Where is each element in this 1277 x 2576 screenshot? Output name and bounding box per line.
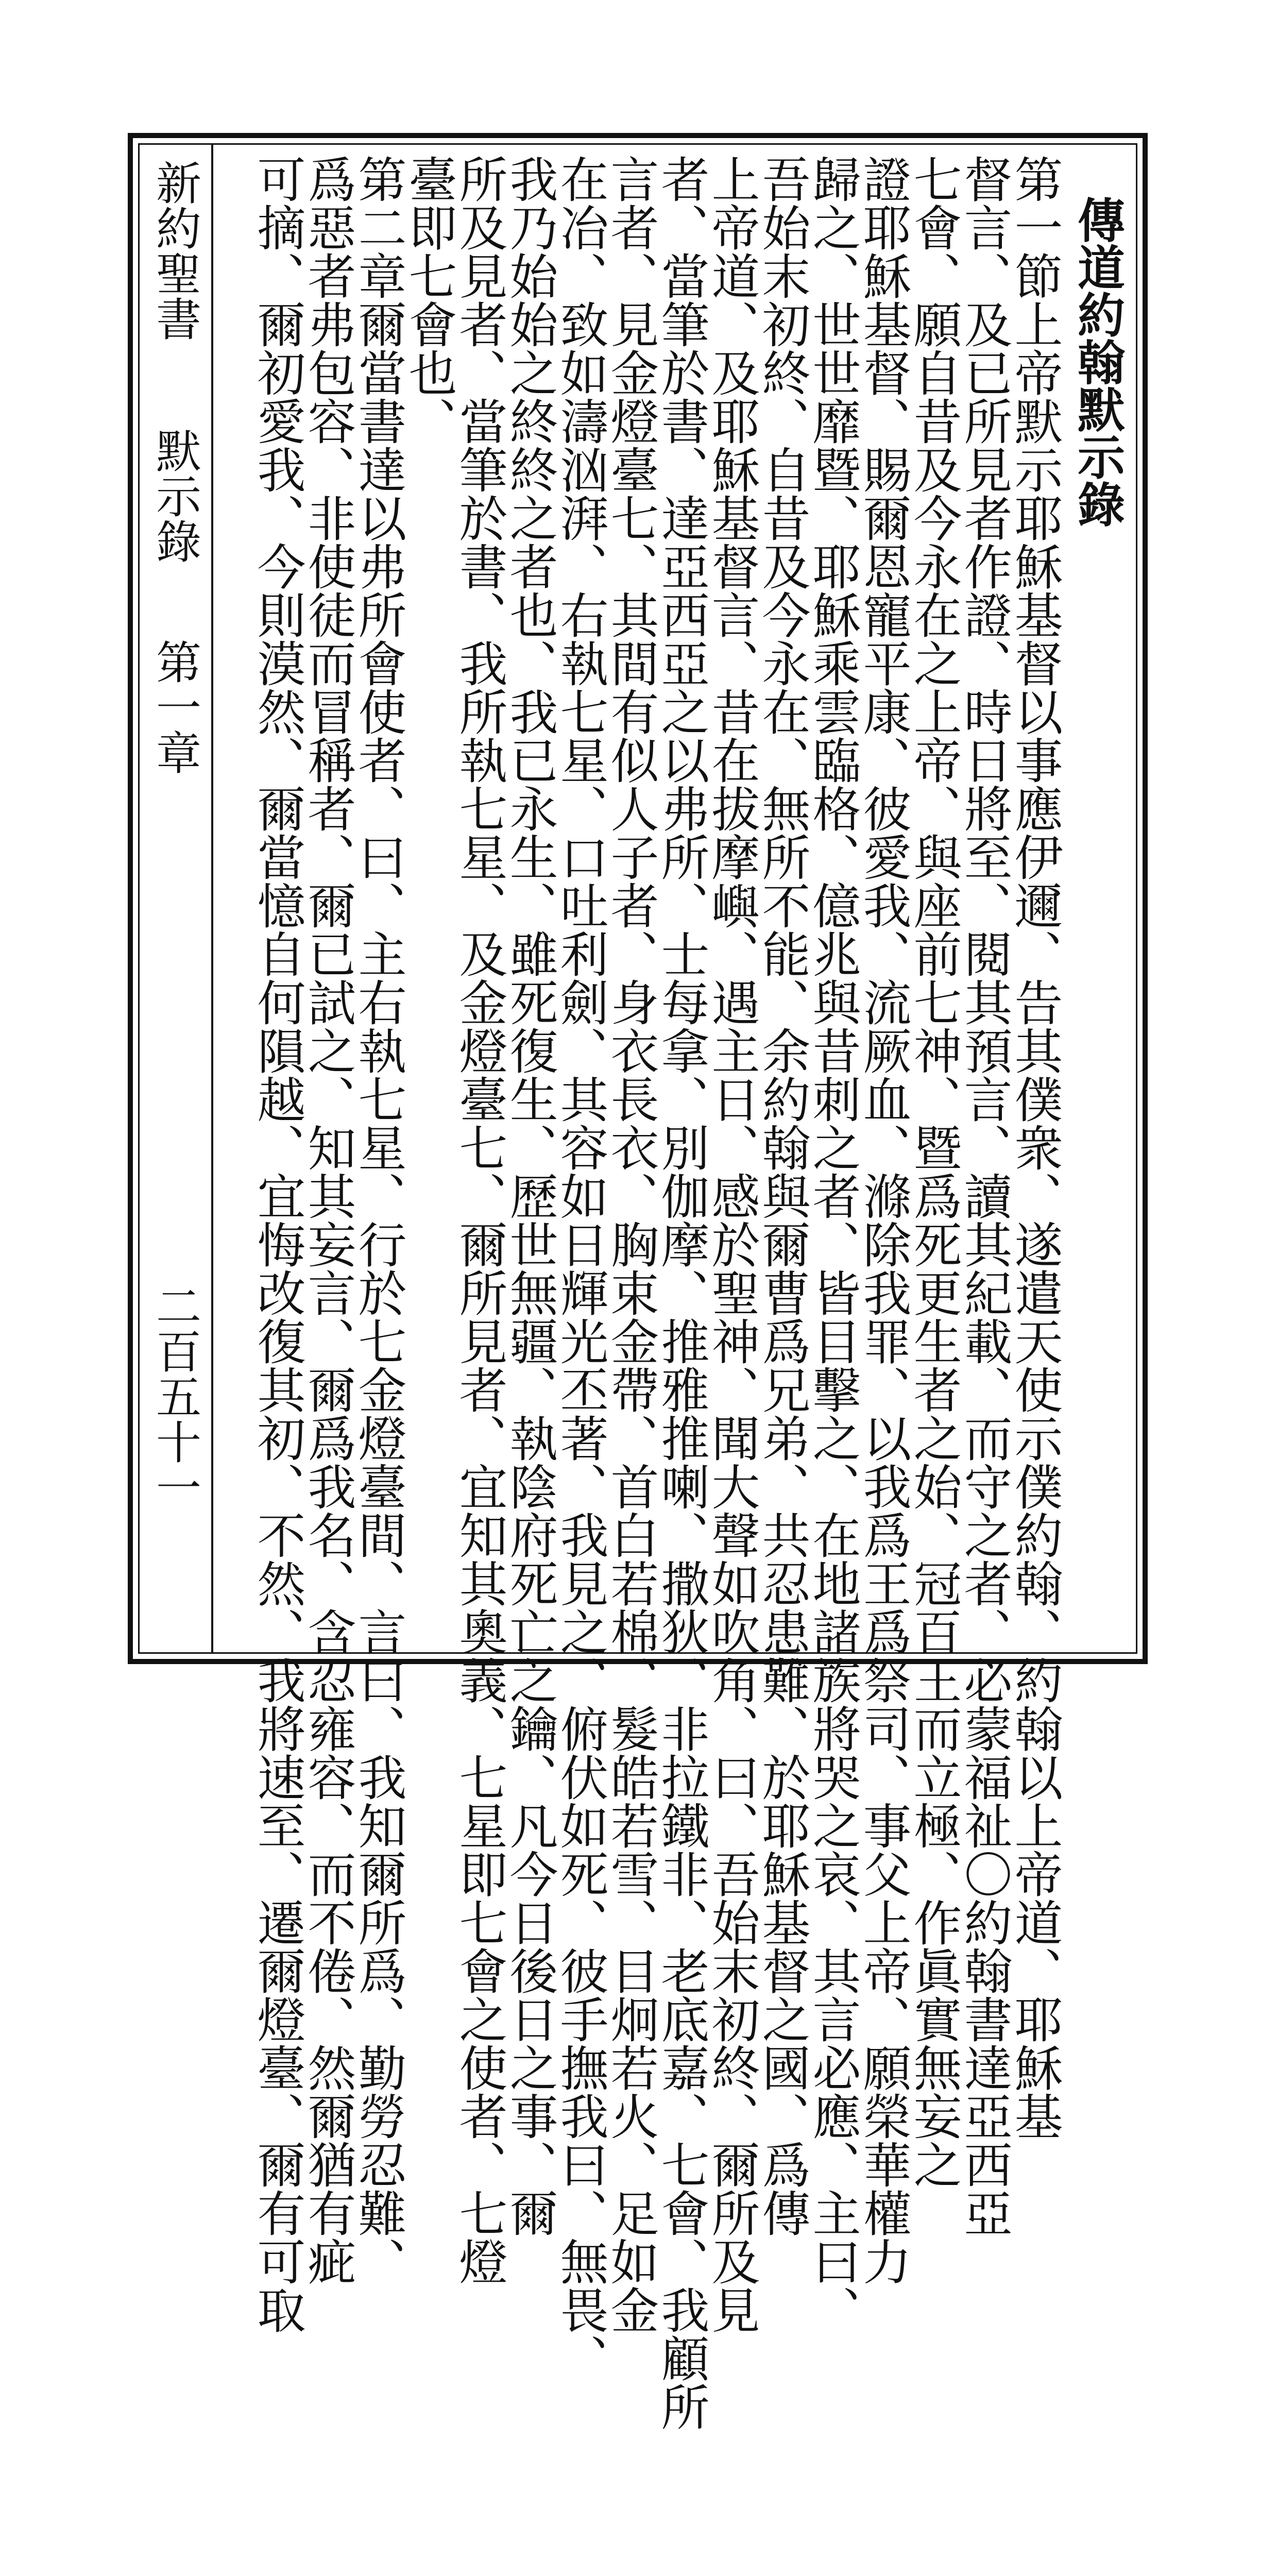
text-column-12: 所及見者、當筆於書、我所執七星、及金燈臺七、爾所見者、宜知其奧義、七星即七會之使者、七燈 xyxy=(451,155,507,2285)
text-column-2: 督言、及已所見者作證、時日將至、閱其預言、讀其紀載、而守之者、必蒙福祉〇約翰書達亞西亞 xyxy=(956,155,1012,2237)
text-column-6: 吾始末初終、自昔及今永在、無所不能、余約翰與爾曹爲兄弟、共忍患難、於耶穌基督之國、爲傳 xyxy=(754,155,810,2237)
text-column-1: 第一節上帝默示耶穌基督以事應伊邇、告其僕衆、遂遣天使示僕約翰、約翰以上帝道、耶穌基 xyxy=(1006,155,1062,2140)
text-column-9: 言者、見金燈臺七、其間有似人子者、身衣長衣、胸束金帶、首白若棉、髮皓若雪、目炯若火、足如金 xyxy=(602,155,658,2334)
margin-volume-title: 新約聖書 xyxy=(149,160,202,341)
book-title: 傳道約翰默示錄 xyxy=(1070,196,1126,528)
text-column-7: 上帝道、及耶穌基督言、昔在拔摩嶼、遇主日、感於聖神、聞大聲如吹角、曰、吾始末初終、爾所及見 xyxy=(703,155,759,2334)
text-column-10: 在冶、致如濤汹湃、右執七星、口吐利劍、其容如日輝光丕著、我見之、俯伏如死、彼手撫我曰、無畏、 xyxy=(552,155,608,2382)
text-column-5: 歸之、世世靡暨、耶穌乘雲臨格、億兆與昔刺之者、皆目擊之、在地諸族將哭之哀、其言必應、主曰、 xyxy=(804,155,860,2334)
text-column-3: 七會、願自昔及今永在之上帝、與座前七神、暨爲死更生者之始、冠百王而立極、作眞實無妄之 xyxy=(905,155,961,2189)
margin-rule xyxy=(211,145,213,1652)
text-column-13: 臺即七會也、 xyxy=(400,155,456,445)
text-column-11: 我乃始始之終終之者也、我已永生、雖死復生、歷世無疆、執陰府死亡之鑰、凡今日後日之事、爾 xyxy=(501,155,557,2237)
page-number: 二百五十一 xyxy=(149,1283,202,1510)
text-column-4: 證耶穌基督、賜爾恩寵平康、彼愛我、流厥血、滌除我罪、以我爲王爲祭司、事父上帝、願榮華權力 xyxy=(855,155,911,2285)
text-column-16: 可摘、爾初愛我、今則漠然、爾當憶自何隕越、宜悔改復其初、不然、我將速至、遷爾燈臺、爾有可取 xyxy=(249,155,305,2334)
text-column-8: 者、當筆於書、達亞西亞之以弗所、士每拿、別伽摩、推雅推喇、撒狄、非拉鐵非、老底嘉、七會、我顧所 xyxy=(653,155,709,2431)
margin-chapter: 第一章 xyxy=(149,639,202,775)
text-column-14: 第二章爾當書達以弗所會使者、曰、主右執七星、行於七金燈臺間、言曰、我知爾所爲、勤勞忍難、 xyxy=(350,155,406,2285)
margin-book-name: 默示錄 xyxy=(149,428,202,564)
text-column-15: 爲惡者弗包容、非使徒而冒稱者、爾已試之、知其妄言、爾爲我名、含忍雍容、而不倦、然爾猶有疵 xyxy=(299,155,355,2285)
